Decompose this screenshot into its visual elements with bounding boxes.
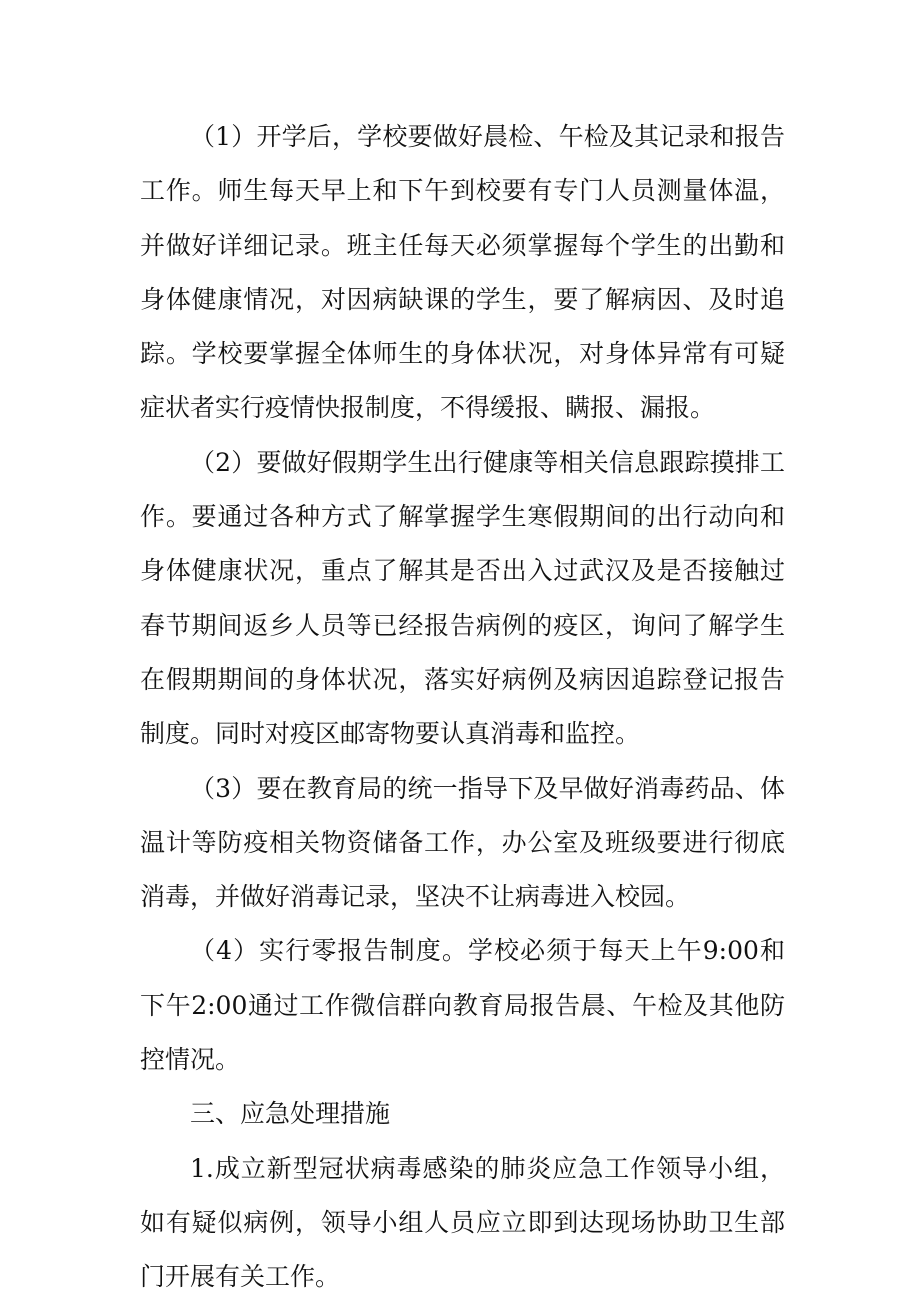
paragraph-disinfection-supplies: （3）要在教育局的统一指导下及早做好消毒药品、体温计等防疫相关物资储备工作，办公室及班级要进行彻底消毒，并做好消毒记录，坚决不让病毒进入校园。 [140,773,785,912]
document-body [140,110,785,1305]
section-heading-emergency-measures: 三、应急处理措施 [190,1099,391,1129]
paragraph-holiday-tracking: （2）要做好假期学生出行健康等相关信息跟踪摸排工作。要通过各种方式了解掌握学生寒假期间的出行动向和身体健康状况，重点了解其是否出入过武汉及是否接触过春节期间返乡人员等已经报告病例的疫区，询问了解学生在假期期间的身体状况，落实好病例及病因追踪登记报告制度。同时对疫区邮寄物要认真消毒和监控。 [140,447,785,749]
paragraph-morning-noon-check: （1）开学后，学校要做好晨检、午检及其记录和报告工作。师生每天早上和下午到校要有专门人员测量体温，并做好详细记录。班主任每天必须掌握每个学生的出勤和身体健康情况，对因病缺课的学生，要了解病因、及时追踪。学校要掌握全体师生的身体状况，对身体异常有可疑症状者实行疫情快报制度，不得缓报、瞒报、漏报。 [140,122,785,423]
paragraph-zero-report: （4）实行零报告制度。学校必须于每天上午9:00和下午2:00通过工作微信群向教育局报告晨、午检及其他防控情况。 [140,936,785,1075]
paragraph-leadership-group: 1.成立新型冠状病毒感染的肺炎应急工作领导小组，如有疑似病例，领导小组人员应立即到达现场协助卫生部门开展有关工作。 [140,1153,785,1292]
